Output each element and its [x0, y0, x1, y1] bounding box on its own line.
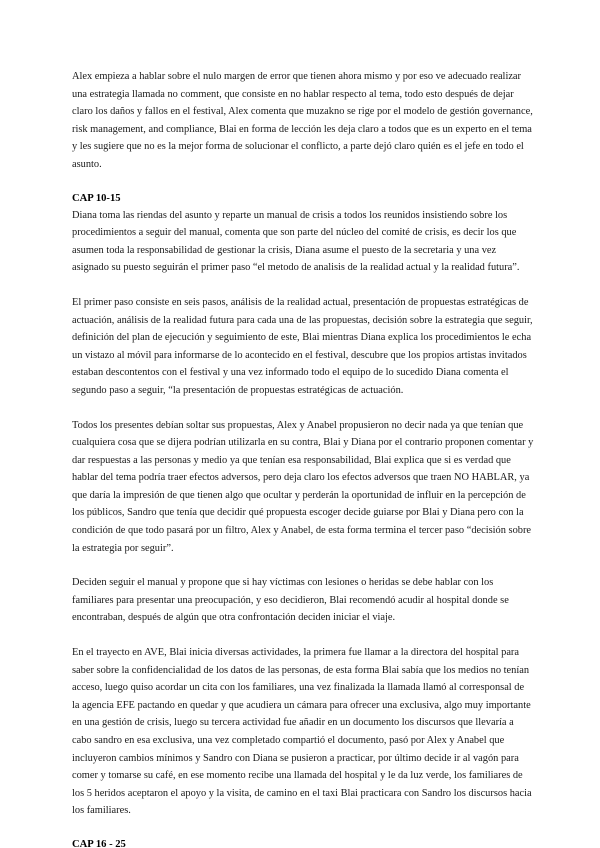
paragraph-manual-crisis: Diana toma las riendas del asunto y reparte un manual de crisis a todos los reunidos insistiendo sobre los procedimientos a seguir del manual, comenta que son parte del núcleo del comité de crisis, es decir los que asumen toda la responsabilidad de gestionar la crisis, Diana asume el puesto de la secretaria y una vez asignado su puesto seguirán el primer paso “el metodo de analisis de la realidad actual y la realidad futura”.: [72, 209, 520, 274]
section-heading-cap-10-15: CAP 10-15: [72, 192, 121, 204]
section-cap-10-15: [72, 191, 534, 277]
section-heading-cap-16-25: CAP 16 - 25: [72, 838, 126, 848]
document-body: [72, 68, 534, 848]
paragraph-trayecto-ave: En el trayecto en AVE, Blai inicia diversas actividades, la primera fue llamar a la directora del hospital para saber sobre la confidencialidad de los datos de las personas, de esta forma Blai sabía que los medios no tenían acceso, luego quiso acordar un cita con los familiares, una vez finalizada la llamada llamó al corresponsal de la agencia EFE pactando en quedar y que acudiera un cámara para ofrecer una exclusiva, algo muy importante en una gestión de crisis, luego su tercera actividad fue añadir en un documento los discursos que llevaría a cabo sandro en esa exclusiva, una vez completado compartió el documento, pasó por Alex y Anabel que incluyeron cambios mínimos y Sandro con Diana se pusieron a practicar, por último decide ir al vagón para comer y tomarse su café, en ese momento recibe una llamada del hospital y le da luz verde, los familiares de los 5 heridos aceptaron el apoyo y la visita, de camino en el taxi Blai practicara con Sandro los discursos hacia los familiares.: [72, 647, 532, 817]
paragraph-decision-manual: Deciden seguir el manual y propone que si hay víctimas con lesiones o heridas se debe hablar con los familiares para presentar una preocupación, y eso decidieron, Blai recomendó acudir al hospital donde se encontraban, después de algún que otra confrontación deciden iniciar el viaje.: [72, 577, 509, 624]
paragraph-intro: Alex empieza a hablar sobre el nulo margen de error que tienen ahora mismo y por eso ve adecuado realizar una estrategia llamada no comment, que consiste en no hablar respecto al tema, todo esto después de dejar claro los daños y fallos en el festival, Alex comenta que muzakno se rige por el modelo de gestión governance, risk management, and compliance, Blai en forma de lección les deja claro a todos que es un experto en el tema y les sugiere que no es la mejor forma de solucionar el conflicto, a parte dejó claro quién es el jefe en todo el asunto.: [72, 71, 533, 170]
paragraph-primer-paso: El primer paso consiste en seis pasos, análisis de la realidad actual, presentación de propuestas estratégicas de actuación, análisis de la realidad futura para cada una de las propuestas, decisión sobre la estrategia que seguir, definición del plan de ejecución y seguimiento de este, Blai mientras Diana explica los procedimientos le echa un vistazo al móvil para informarse de lo acontecido en el festival, descubre que los propios artistas invitados estaban descontentos con el festival y una vez informado todo el equipo de lo sucedido Diana comenta el segundo paso a seguir, “la presentación de propuestas estratégicas de actuación.: [72, 296, 533, 396]
paragraph-propuestas: Todos los presentes debían soltar sus propuestas, Alex y Anabel propusieron no decir nada ya que tenían que cualquiera cosa que se dijera podrían utilizarla en su contra, Blai y Diana por el contrario proponen comentar y dar respuestas a las personas y medio ya que tenían esa responsabilidad, Blai explica que si es verdad que hablar del tema podría traer efectos adversos, pero deja claro los efectos adversos que traen NO HABLAR, ya que daría la impresión de que tienen algo que ocultar y perderán la oportunidad de influir en la percepción de los públicos, Sandro que tenía que decidir qué propuesta escoger decide guiarse por Blai y Diana pero con la condición de que todo pasará por un filtro, Alex y Anabel, de esta forma termina el tercer paso “decisión sobre la estrategia por seguir”.: [72, 419, 534, 554]
